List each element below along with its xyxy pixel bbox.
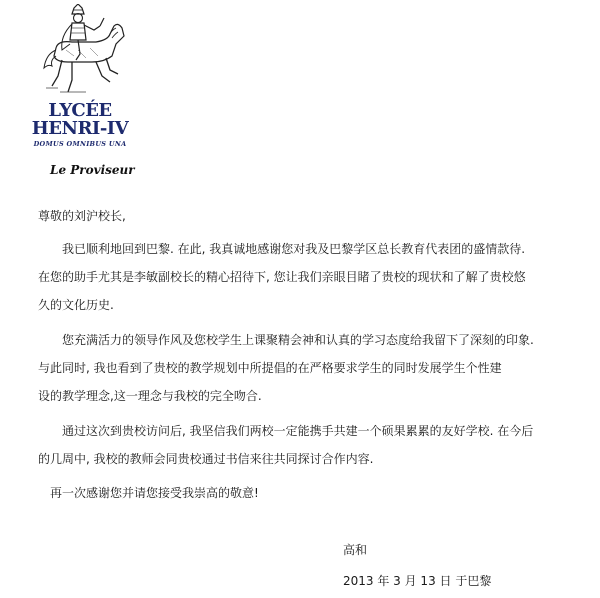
school-name-line2: HENRI-IV bbox=[31, 118, 129, 139]
signature: 高和 bbox=[343, 543, 368, 557]
paragraph-3-line-2: 的几周中, 我校的教师会同贵校通过书信来往共同探讨合作内容. bbox=[38, 452, 374, 466]
sender-role: Le Proviseur bbox=[50, 163, 135, 177]
school-name-line1: LYCÉE bbox=[48, 100, 112, 121]
paragraph-3-line-1: 通过这次到贵校访问后, 我坚信我们两校一定能携手共建一个硕果累累的友好学校. 在今后 bbox=[62, 424, 534, 438]
paragraph-2-line-3: 设的教学理念,这一理念与我校的完全吻合. bbox=[38, 389, 262, 403]
paragraph-1-line-2: 在您的助手尤其是李敏副校长的精心招待下, 您让我们亲眼目睹了贵校的现状和了解了贵校悠 bbox=[38, 270, 526, 284]
closing: 再一次感谢您并请您接受我崇高的敬意! bbox=[50, 486, 259, 500]
paragraph-2-line-1: 您充满活力的领导作风及您校学生上课聚精会神和认真的学习态度给我留下了深刻的印象. bbox=[62, 333, 534, 347]
date: 2013 年 3 月 13 日 于巴黎 bbox=[343, 574, 492, 588]
paragraph-2-line-2: 与此同时, 我也看到了贵校的教学规划中所提倡的在严格要求学生的同时发展学生个性建 bbox=[38, 361, 502, 375]
salutation: 尊敬的刘沪校长, bbox=[38, 209, 126, 223]
school-motto: DOMUS OMNIBUS UNA bbox=[33, 140, 127, 148]
paragraph-1-line-3: 久的文化历史. bbox=[38, 298, 114, 312]
paragraph-1-line-1: 我已顺利地回到巴黎. 在此, 我真诚地感谢您对我及巴黎学区总长教育代表团的盛情款待. bbox=[62, 242, 526, 256]
